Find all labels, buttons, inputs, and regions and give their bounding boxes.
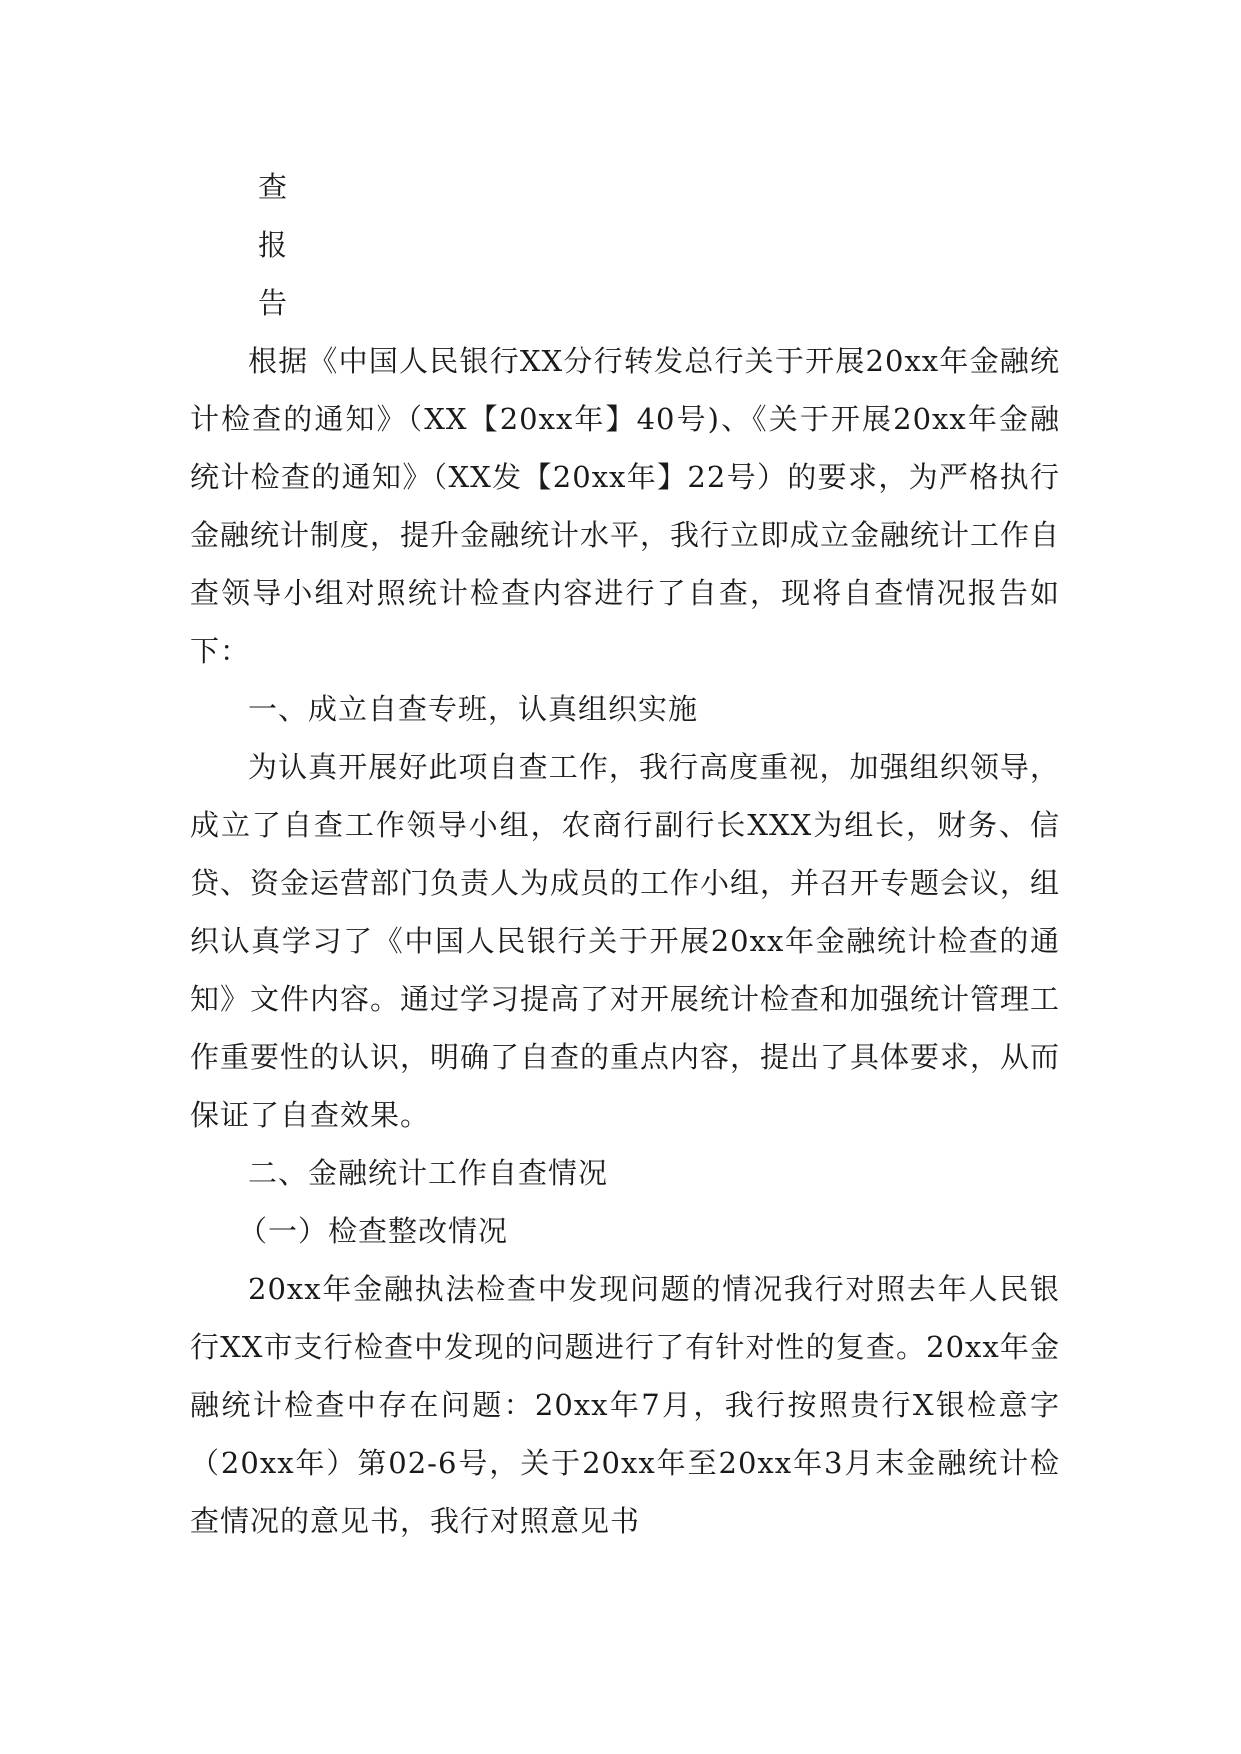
title-char: 查	[258, 170, 289, 204]
title-char: 报	[258, 228, 289, 262]
title-char: 告	[258, 286, 289, 320]
subsection-heading: （一）检查整改情况	[238, 1214, 509, 1248]
section-heading: 二、金融统计工作自查情况	[248, 1156, 609, 1190]
section-paragraph: 为认真开展好此项自查工作，我行高度重视，加强组织领导，成立了自查工作领导小组，农商行副行长XXX为组长，财务、信贷、资金运营部门负责人为成员的工作小组，并召开专题会议，组织认真学习了《中国人民银行关于开展20xx年金融统计检查的通知》文件内容。通过学习提高了对开展统计检查和加强统计管理工作重要性的认识，明确了自查的重点内容，提出了具体要求，从而保证了自查效果。	[190, 750, 1061, 1132]
document-body	[190, 158, 1060, 1550]
intro-paragraph: 根据《中国人民银行XX分行转发总行关于开展20xx年金融统计检查的通知》（XX【20xx年】40号)、《关于开展20xx年金融统计检查的通知》（XX发【20xx年】22号）的要求，为严格执行金融统计制度，提升金融统计水平，我行立即成立金融统计工作自查领导小组对照统计检查内容进行了自查，现将自查情况报告如下：	[190, 344, 1061, 668]
vertical-title	[258, 158, 1060, 332]
section-heading: 一、成立自查专班，认真组织实施	[248, 692, 699, 726]
subsection-paragraph: 20xx年金融执法检查中发现问题的情况我行对照去年人民银行XX市支行检查中发现的问题进行了有针对性的复查。20xx年金融统计检查中存在问题：20xx年7月，我行按照贵行X银检意字（20xx年）第02-6号，关于20xx年至20xx年3月末金融统计检查情况的意见书，我行对照意见书	[190, 1272, 1060, 1538]
